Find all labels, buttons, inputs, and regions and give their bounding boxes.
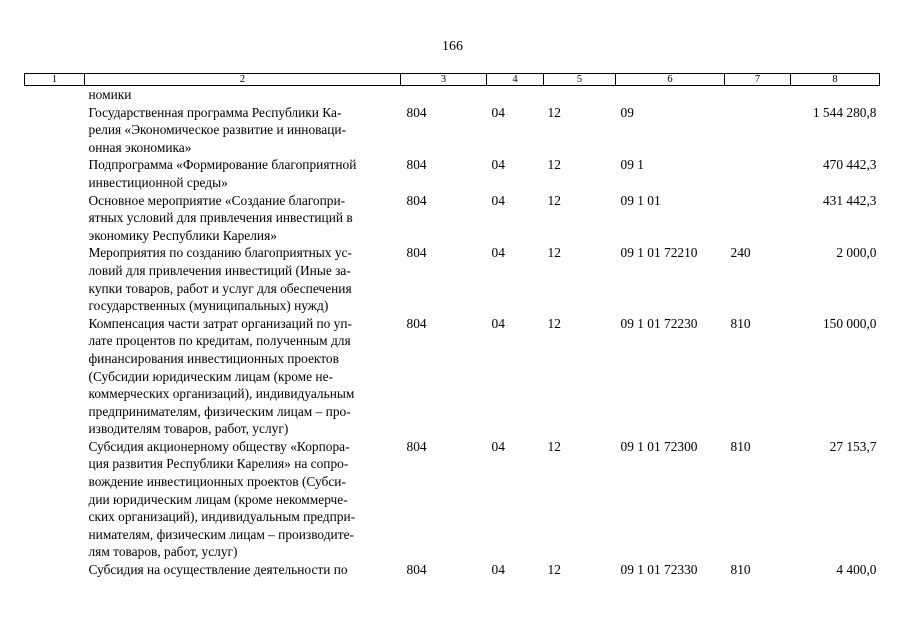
header-col-3: 3 [401, 74, 487, 86]
row-subsection: 12 [547, 315, 561, 331]
row-amount: 150 000,0 [822, 315, 877, 331]
row-expense-type [725, 192, 791, 245]
row-expense-type [725, 104, 791, 157]
row-amount: 1 544 280,8 [812, 104, 877, 120]
header-col-5: 5 [544, 74, 616, 86]
budget-table [24, 73, 880, 579]
table-row [25, 104, 880, 157]
row-target-article: 09 1 01 72330 [620, 562, 698, 578]
row-amount: 470 442,3 [822, 157, 877, 173]
row-section: 04 [491, 315, 505, 331]
row-section: 04 [491, 245, 505, 261]
table-row [25, 561, 880, 579]
row-amount: 27 153,7 [829, 438, 877, 454]
row-expense-type: 810 [730, 438, 751, 454]
table-row [25, 192, 880, 245]
row-amount: 4 400,0 [836, 562, 877, 578]
header-col-4: 4 [487, 74, 544, 86]
header-col-1: 1 [25, 74, 85, 86]
row-section: 04 [491, 562, 505, 578]
row-section: 04 [491, 192, 505, 208]
row-name: Основное мероприятие «Создание благопри- ятных условий для привлечения инвестиций в экономику Республики Карелия» [88, 192, 353, 243]
continuation-row [25, 86, 880, 104]
row-target-article: 09 1 [620, 157, 644, 173]
row-ministry-code: 804 [406, 245, 427, 261]
row-subsection: 12 [547, 438, 561, 454]
row-amount: 2 000,0 [836, 245, 877, 261]
row-expense-type [725, 156, 791, 191]
row-subsection: 12 [547, 104, 561, 120]
row-target-article: 09 1 01 72230 [620, 315, 698, 331]
header-col-6: 6 [616, 74, 725, 86]
row-subsection: 12 [547, 192, 561, 208]
column-number-header [25, 74, 880, 86]
row-section: 04 [491, 438, 505, 454]
row-target-article: 09 [620, 104, 634, 120]
table-row [25, 315, 880, 438]
row-subsection: 12 [547, 157, 561, 173]
row-expense-type: 810 [730, 315, 751, 331]
row-target-article: 09 1 01 72300 [620, 438, 698, 454]
row-subsection: 12 [547, 245, 561, 261]
table-row [25, 244, 880, 314]
row-name: Мероприятия по созданию благоприятных ус- ловий для привлечения инвестиций (Иные за- купки товаров, работ и услуг для обеспечения государственных (муниципальных) нужд) [88, 245, 352, 314]
table-row [25, 438, 880, 561]
row-name: Субсидия акционерному обществу «Корпора- ция развития Республики Карелия» на сопро- вождение инвестиционных проектов (Субси- дии юридическим лицам (кроме некоммерче- ских организаций), индивидуальным предпри- нимателям, физическим лицам – производите- лям товаров, работ, услуг) [88, 438, 356, 560]
row-expense-type: 810 [730, 562, 751, 578]
row-name: Компенсация части затрат организаций по уп- лате процентов по кредитам, полученным для финансирования инвестиционных проектов (Субсидии юридическим лицам (кроме не- коммерческих организаций), индивидуальным предпринимателям, физическим лицам – про- изводителям товаров, работ, услуг) [88, 315, 355, 437]
header-col-2: 2 [85, 74, 401, 86]
row-ministry-code: 804 [406, 157, 427, 173]
header-col-7: 7 [725, 74, 791, 86]
row-ministry-code: 804 [406, 192, 427, 208]
row-name: Субсидия на осуществление деятельности по [88, 562, 348, 578]
row-name: Государственная программа Республики Ка- релия «Экономическое развитие и инноваци- онная экономика» [88, 104, 347, 155]
row-ministry-code: 804 [406, 438, 427, 454]
header-col-8: 8 [791, 74, 880, 86]
page-number: 166 [442, 39, 463, 54]
row-section: 04 [491, 157, 505, 173]
row-target-article: 09 1 01 72210 [620, 245, 698, 261]
row-subsection: 12 [547, 562, 561, 578]
row-expense-type: 240 [730, 245, 751, 261]
row-amount: 431 442,3 [822, 192, 877, 208]
row-target-article: 09 1 01 [620, 192, 661, 208]
continuation-text: номики [88, 87, 132, 102]
row-ministry-code: 804 [406, 104, 427, 120]
table-row [25, 156, 880, 191]
row-ministry-code: 804 [406, 562, 427, 578]
row-name: Подпрограмма «Формирование благоприятной инвестиционной среды» [88, 157, 357, 190]
row-ministry-code: 804 [406, 315, 427, 331]
row-section: 04 [491, 104, 505, 120]
